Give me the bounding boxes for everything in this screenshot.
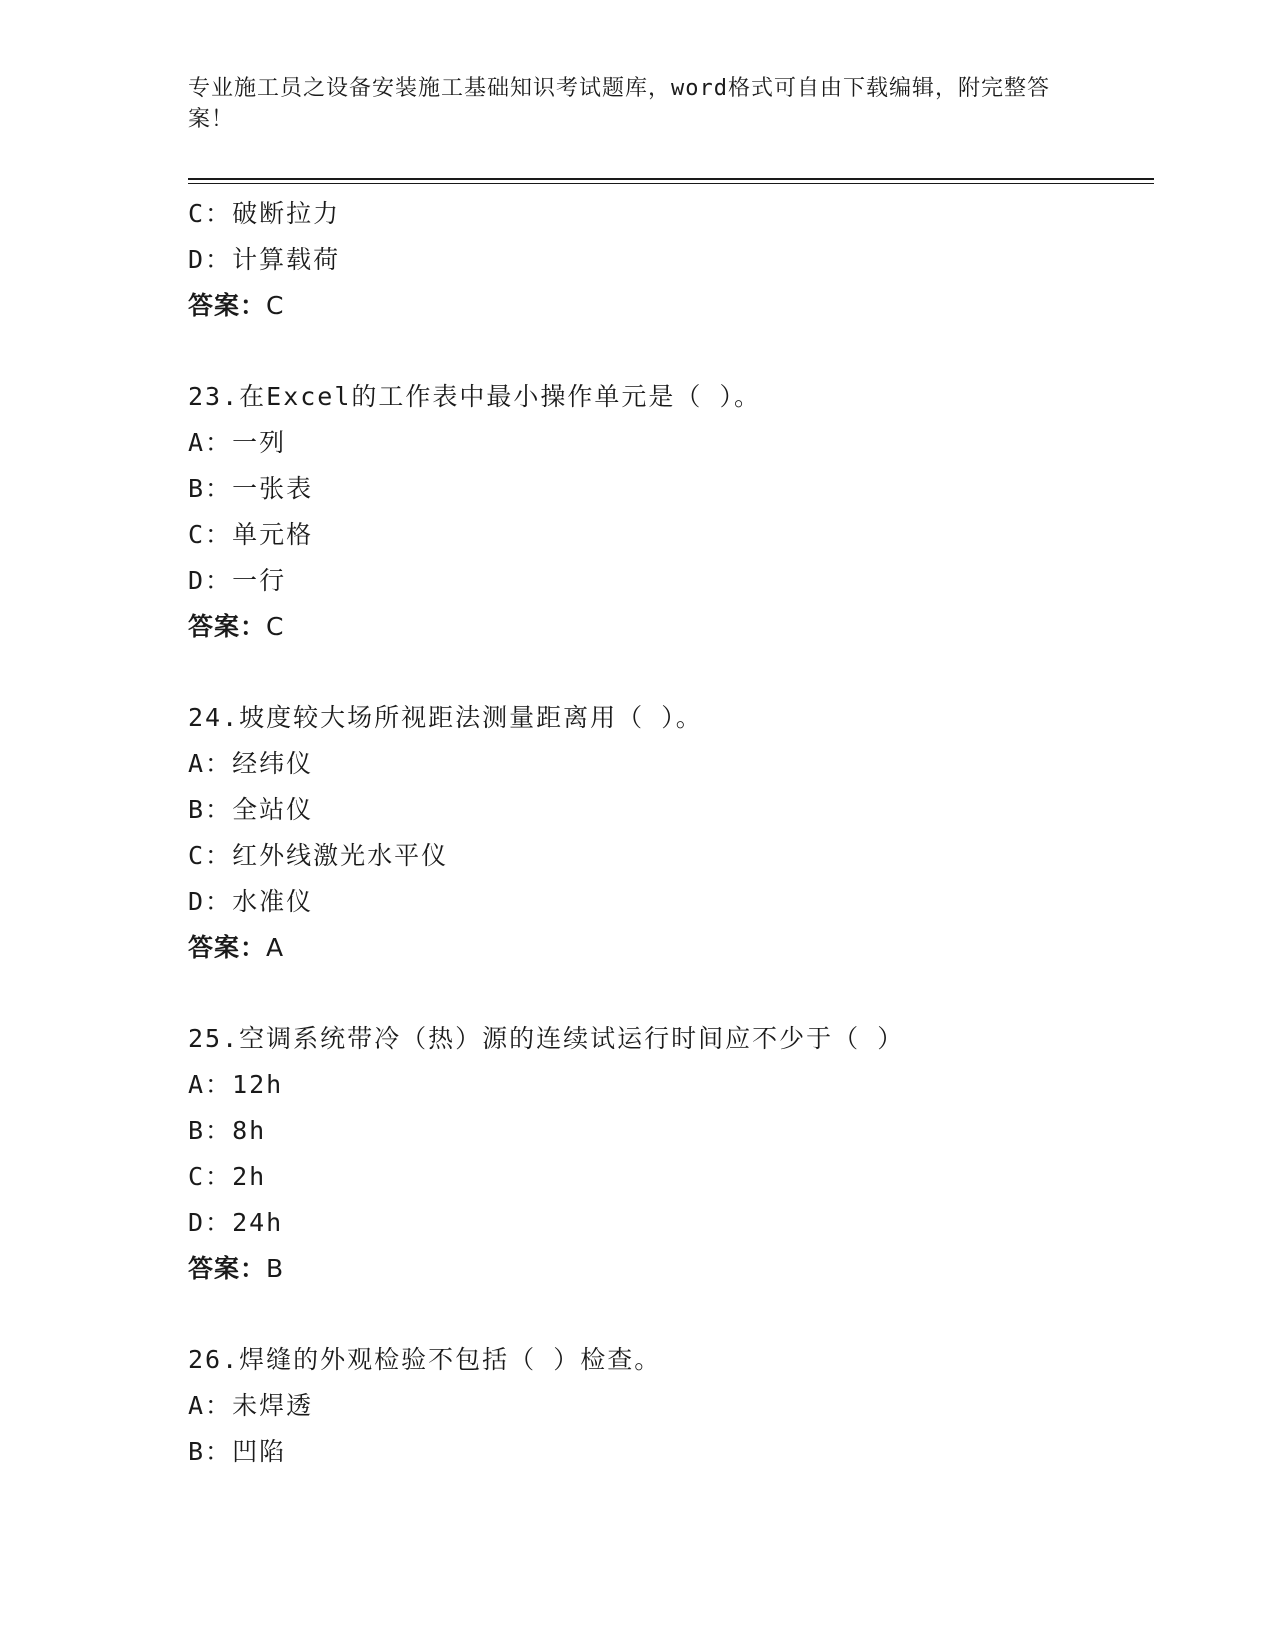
option-a <box>188 1383 1154 1429</box>
answer-label: 答案： <box>188 1254 267 1283</box>
option-text: 24h <box>232 1208 284 1237</box>
option-label: C： <box>188 199 233 228</box>
option-text: 经纬仪 <box>232 749 314 778</box>
option-label: C： <box>188 841 233 870</box>
answer-line <box>188 1246 1154 1292</box>
option-text: 单元格 <box>232 520 314 549</box>
option-label: C： <box>188 1162 233 1191</box>
option-text: 红外线激光水平仪 <box>232 841 449 870</box>
option-b <box>188 1429 1154 1475</box>
option-a <box>188 1062 1154 1108</box>
question-list <box>188 191 1154 1475</box>
option-text: 2h <box>232 1162 267 1191</box>
option-label: B： <box>188 1437 233 1466</box>
option-b <box>188 466 1154 512</box>
page-header: 专业施工员之设备安装施工基础知识考试题库，word格式可自由下载编辑，附完整答案！ <box>188 76 1050 132</box>
header-divider-thick <box>188 178 1154 180</box>
option-text: 计算载荷 <box>232 245 341 274</box>
option-label: B： <box>188 474 233 503</box>
option-d <box>188 237 1154 283</box>
answer-line <box>188 925 1154 971</box>
option-text: 8h <box>232 1116 267 1145</box>
answer-label: 答案： <box>188 291 267 320</box>
option-label: A： <box>188 1391 233 1420</box>
option-a <box>188 741 1154 787</box>
option-text: 一行 <box>232 566 287 595</box>
answer-label: 答案： <box>188 612 267 641</box>
answer-value: C <box>266 291 284 320</box>
option-d <box>188 1200 1154 1246</box>
option-text: 一列 <box>232 428 287 457</box>
option-a <box>188 420 1154 466</box>
question-stem: 26.焊缝的外观检验不包括（ ）检查。 <box>188 1345 662 1374</box>
option-text: 一张表 <box>232 474 314 503</box>
option-d <box>188 558 1154 604</box>
header-divider-thin <box>188 183 1154 184</box>
option-b <box>188 787 1154 833</box>
option-label: C： <box>188 520 233 549</box>
option-text: 破断拉力 <box>232 199 341 228</box>
option-label: D： <box>188 887 233 916</box>
answer-label: 答案： <box>188 933 267 962</box>
question-stem: 24.坡度较大场所视距法测量距离用（ ）。 <box>188 703 703 732</box>
option-label: A： <box>188 749 233 778</box>
option-text: 凹陷 <box>232 1437 287 1466</box>
option-text: 水准仪 <box>232 887 314 916</box>
option-label: B： <box>188 1116 233 1145</box>
question-stem: 23.在Excel的工作表中最小操作单元是（ ）。 <box>188 382 761 411</box>
option-c <box>188 1154 1154 1200</box>
option-label: D： <box>188 1208 233 1237</box>
answer-value: B <box>266 1254 284 1283</box>
option-label: D： <box>188 245 233 274</box>
answer-line <box>188 604 1154 650</box>
answer-value: A <box>266 933 284 962</box>
option-text: 全站仪 <box>232 795 314 824</box>
option-b <box>188 1108 1154 1154</box>
option-text: 未焊透 <box>232 1391 314 1420</box>
option-c <box>188 191 1154 237</box>
option-c <box>188 512 1154 558</box>
option-label: D： <box>188 566 233 595</box>
option-label: A： <box>188 1070 233 1099</box>
answer-value: C <box>266 612 284 641</box>
option-label: A： <box>188 428 233 457</box>
option-text: 12h <box>232 1070 284 1099</box>
option-d <box>188 879 1154 925</box>
answer-line <box>188 283 1154 329</box>
question-stem: 25.空调系统带冷（热）源的连续试运行时间应不少于（ ） <box>188 1024 905 1053</box>
option-c <box>188 833 1154 879</box>
option-label: B： <box>188 795 233 824</box>
